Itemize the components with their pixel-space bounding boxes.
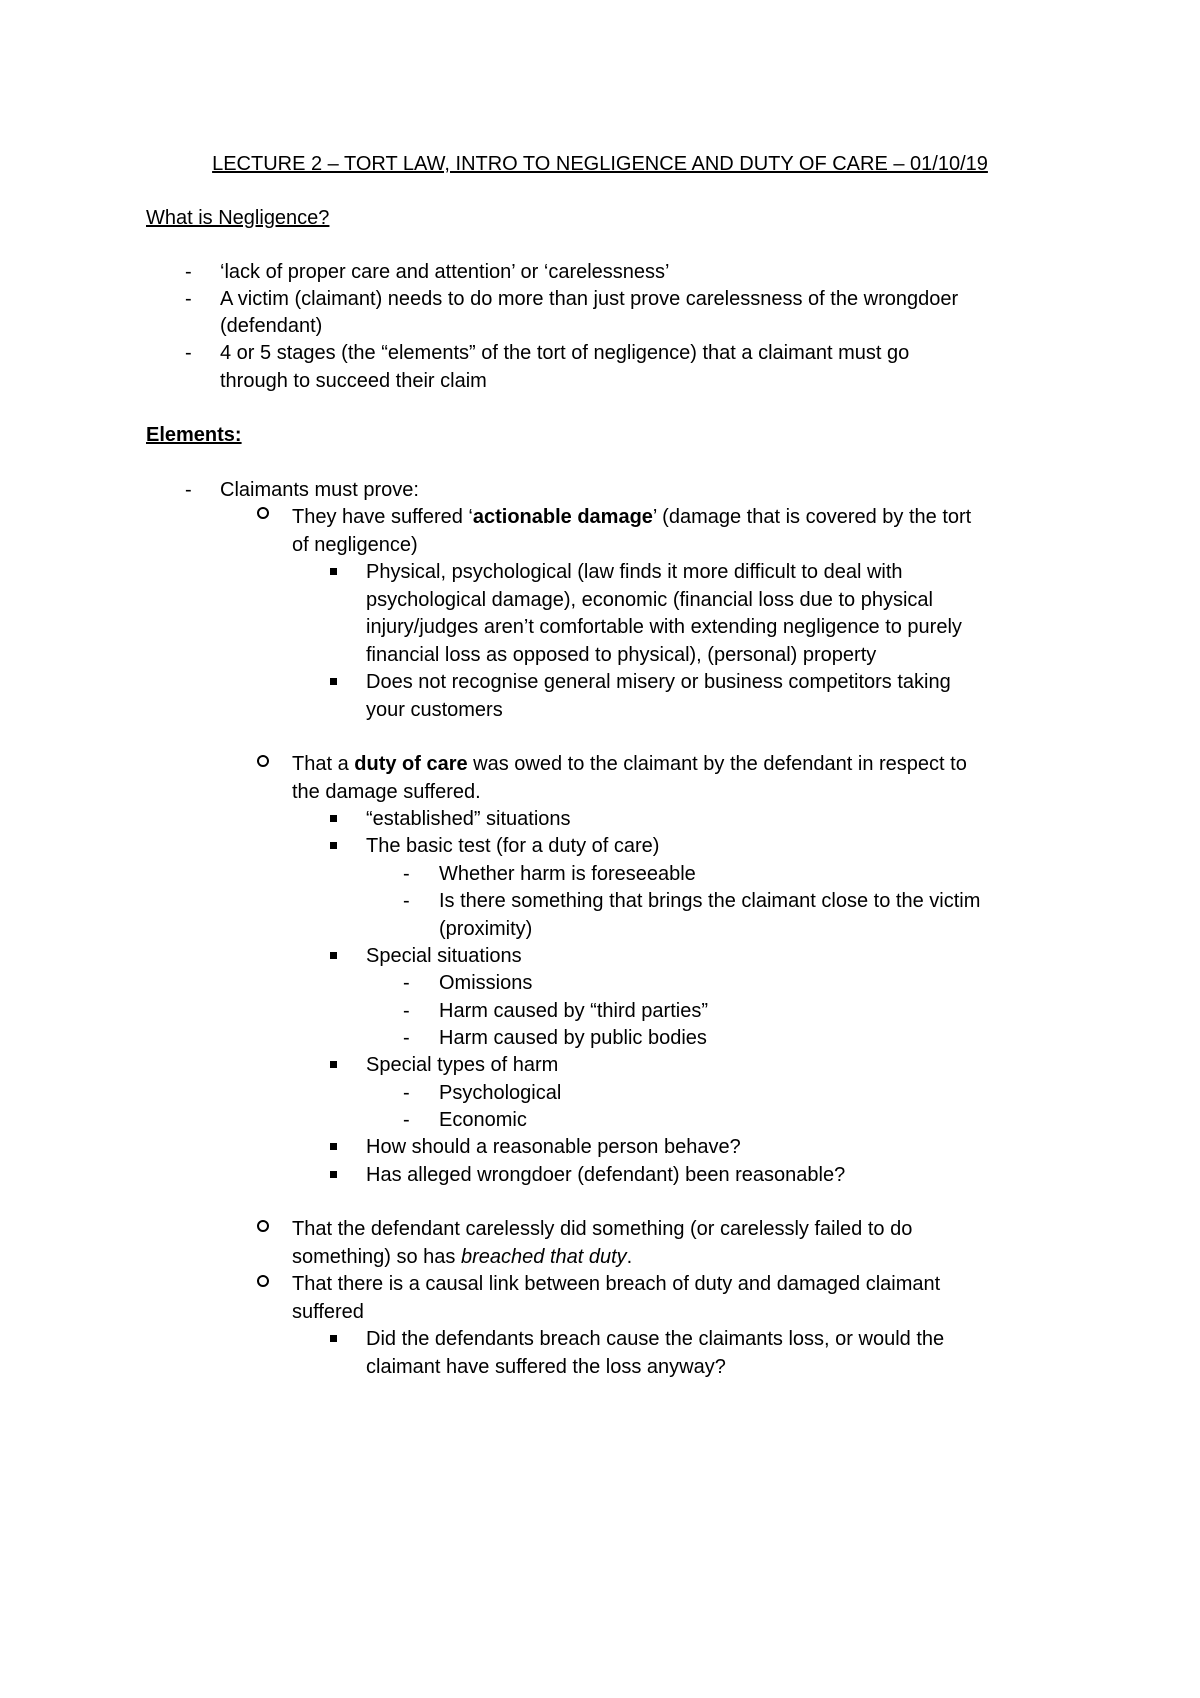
bullet-text-cont: through to succeed their claim xyxy=(220,370,487,392)
dash-bullet: - xyxy=(185,261,192,283)
element-1-text: They have suffered ‘actionable damage’ (damage that is covered by the tort xyxy=(292,506,972,528)
dash-bullet: - xyxy=(403,1109,410,1131)
square-bullet-icon xyxy=(330,1129,337,1159)
element-2-text: That a duty of care was owed to the claimant by the defendant in respect to xyxy=(292,753,967,775)
element-4-text-cont: suffered xyxy=(292,1301,364,1323)
element-1-text-cont: of negligence) xyxy=(292,534,418,556)
sub-bullet-text-cont: injury/judges aren’t comfortable with extending negligence to purely xyxy=(366,616,962,638)
sub-sub-bullet-text: Harm caused by “third parties” xyxy=(439,1000,708,1022)
sub-bullet-text-cont: financial loss as opposed to physical), (personal) property xyxy=(366,644,877,666)
dash-bullet: - xyxy=(185,288,192,310)
sub-bullet-text: The basic test (for a duty of care) xyxy=(366,835,660,857)
element-4-text: That there is a causal link between breach of duty and damaged claimant xyxy=(292,1273,941,1295)
bullet-text: 4 or 5 stages (the “elements” of the tort of negligence) that a claimant must go xyxy=(220,342,910,364)
sub-bullet-text: Special situations xyxy=(366,945,522,967)
sub-bullet-text: How should a reasonable person behave? xyxy=(366,1136,741,1158)
bullet-text: A victim (claimant) needs to do more than just prove carelessness of the wrongdoer xyxy=(220,288,959,310)
dash-bullet: - xyxy=(403,890,410,912)
sub-bullet-text: “established” situations xyxy=(366,808,571,830)
element-2-text-cont: the damage suffered. xyxy=(292,781,481,803)
emphasis-duty-of-care: duty of care xyxy=(354,753,468,775)
square-bullet-icon xyxy=(330,938,337,968)
square-bullet-icon xyxy=(330,554,337,584)
sub-bullet-text: Did the defendants breach cause the claimants loss, or would the xyxy=(366,1328,945,1350)
sub-bullet-text-cont: your customers xyxy=(366,699,503,721)
intro-text: Claimants must prove: xyxy=(220,479,419,501)
sub-sub-bullet-text: Harm caused by public bodies xyxy=(439,1027,707,1049)
circle-bullet-icon xyxy=(257,1266,269,1296)
dash-bullet: - xyxy=(403,1082,410,1104)
dash-bullet: - xyxy=(185,342,192,364)
sub-sub-bullet-text: Whether harm is foreseeable xyxy=(439,863,696,885)
element-3-text-cont: something) so has breached that duty. xyxy=(292,1246,633,1268)
section-heading-negligence: What is Negligence? xyxy=(146,207,330,229)
sub-sub-bullet-text: Is there something that brings the claimant close to the victim xyxy=(439,890,981,912)
emphasis-actionable-damage: actionable damage xyxy=(472,506,653,528)
sub-bullet-text: Physical, psychological (law finds it more difficult to deal with xyxy=(366,561,903,583)
square-bullet-icon xyxy=(330,1157,337,1187)
sub-sub-bullet-text: Economic xyxy=(439,1109,527,1131)
square-bullet-icon xyxy=(330,664,337,694)
dash-bullet: - xyxy=(185,479,192,501)
circle-bullet-icon xyxy=(257,498,269,528)
sub-bullet-text: Has alleged wrongdoer (defendant) been reasonable? xyxy=(366,1164,846,1186)
sub-bullet-text-cont: claimant have suffered the loss anyway? xyxy=(366,1356,726,1378)
bullet-text: ‘lack of proper care and attention’ or ‘carelessness’ xyxy=(220,261,670,283)
sub-sub-bullet-text: Psychological xyxy=(439,1082,562,1104)
square-bullet-icon xyxy=(330,828,337,858)
element-3-text: That the defendant carelessly did something (or carelessly failed to do xyxy=(292,1218,913,1240)
circle-bullet-icon xyxy=(257,1211,269,1241)
square-bullet-icon xyxy=(330,1321,337,1351)
dash-bullet: - xyxy=(403,863,410,885)
square-bullet-icon xyxy=(330,1047,337,1077)
section-heading-elements: Elements: xyxy=(146,424,242,446)
bullet-text-cont: (defendant) xyxy=(220,315,323,337)
circle-bullet-icon xyxy=(257,746,269,776)
dash-bullet: - xyxy=(403,1000,410,1022)
emphasis-breached-duty: breached that duty xyxy=(460,1246,627,1268)
square-bullet-icon xyxy=(330,801,337,831)
sub-sub-bullet-text: Omissions xyxy=(439,972,533,994)
sub-bullet-text: Does not recognise general misery or business competitors taking xyxy=(366,671,951,693)
page-title: LECTURE 2 – TORT LAW, INTRO TO NEGLIGENCE AND DUTY OF CARE – 01/10/19 xyxy=(212,153,988,175)
dash-bullet: - xyxy=(403,972,410,994)
sub-sub-bullet-text-cont: (proximity) xyxy=(439,918,533,940)
dash-bullet: - xyxy=(403,1027,410,1049)
sub-bullet-text: Special types of harm xyxy=(366,1054,559,1076)
sub-bullet-text-cont: psychological damage), economic (financial loss due to physical xyxy=(366,589,933,611)
